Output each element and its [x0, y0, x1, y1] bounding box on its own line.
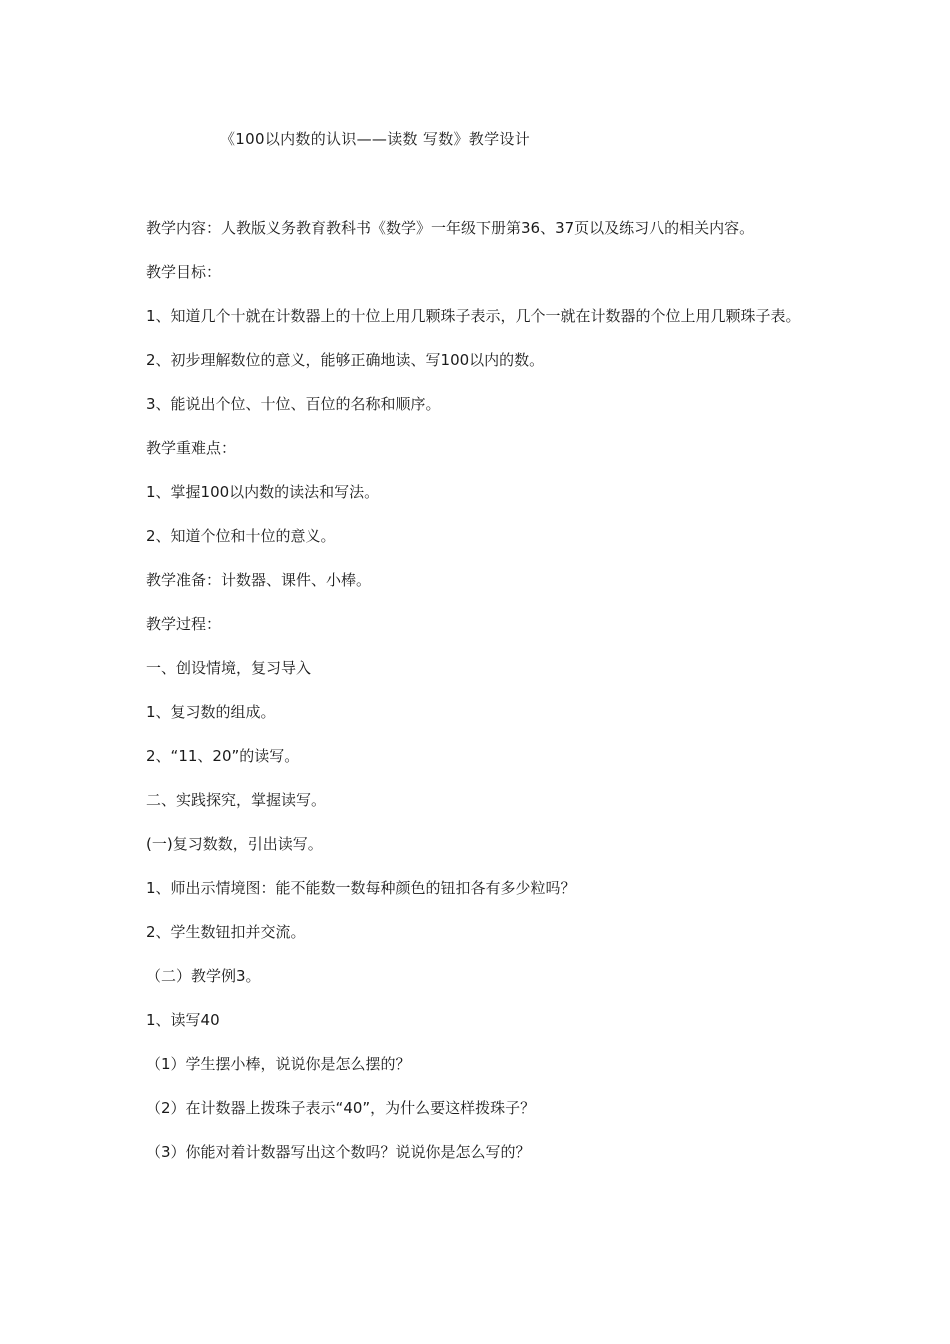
- subsection-one-item-1: 1、师出示情境图：能不能数一数每种颜色的钮扣各有多少粒吗？: [146, 879, 576, 897]
- document-title: 《100以内数的认识——读数 写数》教学设计: [220, 130, 530, 148]
- goal-item-2: 2、初步理解数位的意义，能够正确地读、写100以内的数。: [146, 351, 545, 369]
- example-substep-3: （3）你能对着计数器写出这个数吗？说说你是怎么写的？: [146, 1143, 531, 1161]
- section-one-heading: 一、创设情境，复习导入: [146, 659, 312, 677]
- subsection-two-heading: （二）教学例3。: [146, 967, 261, 985]
- paragraph-teaching-content: 教学内容：人教版义务教育教科书《数学》一年级下册第36、37页以及练习八的相关内容。: [146, 219, 755, 237]
- key-point-1: 1、掌握100以内数的读法和写法。: [146, 483, 380, 501]
- goal-item-1: 1、知道几个十就在计数器上的十位上用几颗珠子表示，几个一就在计数器的个位上用几颗珠子表。: [146, 307, 801, 325]
- example-substep-2: （2）在计数器上拨珠子表示“40”，为什么要这样拨珠子？: [146, 1099, 536, 1117]
- example-step-1: 1、读写40: [146, 1011, 220, 1029]
- goal-item-3: 3、能说出个位、十位、百位的名称和顺序。: [146, 395, 441, 413]
- section-two-heading: 二、实践探究，掌握读写。: [146, 791, 327, 809]
- example-substep-1: （1）学生摆小棒，说说你是怎么摆的？: [146, 1055, 411, 1073]
- subsection-one-item-2: 2、学生数钮扣并交流。: [146, 923, 306, 941]
- section-one-item-2: 2、“11、20”的读写。: [146, 747, 300, 765]
- heading-teaching-process: 教学过程：: [146, 615, 222, 633]
- heading-teaching-goals: 教学目标：: [146, 263, 222, 281]
- teaching-preparation: 教学准备：计数器、课件、小棒。: [146, 571, 372, 589]
- section-one-item-1: 1、复习数的组成。: [146, 703, 276, 721]
- subsection-one-heading: (一)复习数数，引出读写。: [146, 835, 323, 853]
- key-point-2: 2、知道个位和十位的意义。: [146, 527, 336, 545]
- document-body: [146, 215, 826, 1165]
- heading-key-points: 教学重难点：: [146, 439, 237, 457]
